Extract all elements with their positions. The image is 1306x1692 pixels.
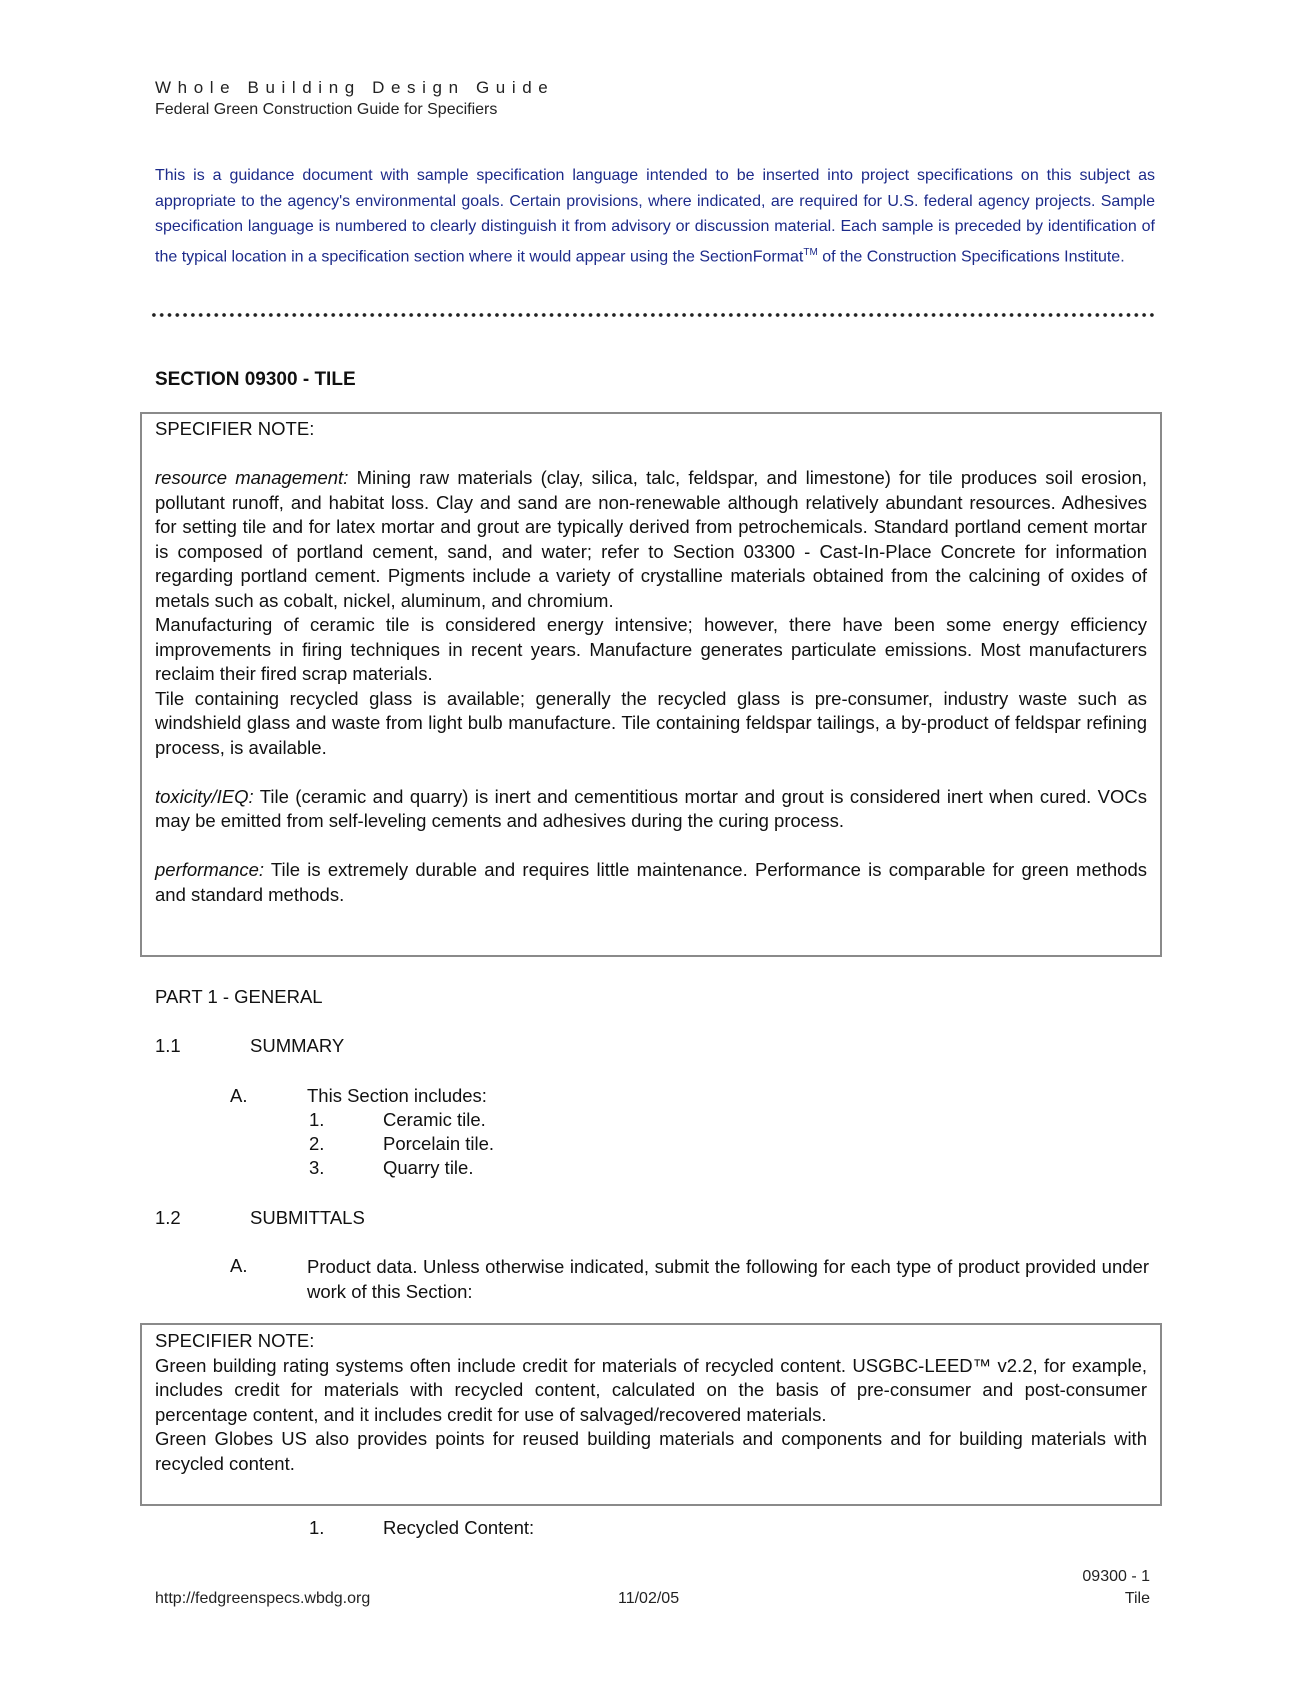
note-text: Tile (ceramic and quarry) is inert and cementitious mortar and grout is considered inert when cured. VOCs may be emitted from self-leveling cements and adhesives during the curing process. (155, 785, 1147, 831)
footer-date: 11/02/05 (618, 1590, 680, 1607)
note-paragraph (155, 785, 1147, 834)
footer-section-name: Tile (1124, 1590, 1150, 1607)
paragraph-text: Product data. Unless otherwise indicated, submit the following for each type of product provided under work of this Section: (307, 1256, 1149, 1302)
note-text: Tile is extremely durable and requires little maintenance. Performance is comparable for green methods and standard methods. (155, 859, 1147, 905)
specifier-note-box (140, 1323, 1162, 1506)
list-number: 1. (309, 1517, 325, 1538)
note-heading: SPECIFIER NOTE: (155, 1330, 315, 1351)
note-label: resource management: (155, 467, 349, 488)
intro-paragraph (155, 163, 1155, 269)
list-item: Porcelain tile. (383, 1133, 495, 1154)
footer-page-number: 09300 - 1 (1082, 1568, 1150, 1585)
note-paragraph (155, 466, 1147, 613)
list-number: 1. (309, 1109, 325, 1130)
note-paragraph (155, 858, 1147, 907)
note-paragraph: Green building rating systems often include credit for materials of recycled content. USGBC-LEED™ v2.2, for example, includes credit for materials with recycled content, calculated on the basis of pre-consumer and post-consumer percentage content, and it includes credit for use of salvaged/recovered materials. (155, 1354, 1147, 1425)
article-number: 1.1 (155, 1035, 181, 1056)
note-text: Mining raw materials (clay, silica, talc, feldspar, and limestone) for tile produces soil erosion, pollutant runoff, and habitat loss. Clay and sand are non-renewable although relatively abundant resources. Adhesives for setting tile and for latex mortar and grout are typically derived from petrochemicals. Standard portland cement mortar is composed of portland cement, sand, and water; refer to Section 03300 - Cast-In-Place Concrete for information regarding portland cement. Pigments include a variety of crystalline materials obtained from the calcining of oxides of metals such as cobalt, nickel, aluminum, and chromium. (155, 467, 1147, 611)
article-number: 1.2 (155, 1207, 181, 1228)
header-title: Whole Building Design Guide (155, 78, 555, 97)
note-paragraph: Tile containing recycled glass is available; generally the recycled glass is pre-consumer, industry waste such as windshield glass and waste from light bulb manufacture. Tile containing feldspar tailings, a by-product of feldspar refining process, is available. (155, 687, 1147, 758)
intro-text: This is a guidance document with sample specification language intended to be inserted into project specifications on this subject as appropriate to the agency's environmental goals. Certain provisions, where indicated, are required for U.S. federal agency projects. Sample specification language is numbered to clearly distinguish it from advisory or discussion material. Each sample is preceded by identification of the typical location in a specification section where it would appear using the SectionFormat (155, 167, 1155, 265)
note-label: toxicity/IEQ: (155, 785, 254, 807)
note-paragraph: Manufacturing of ceramic tile is considered energy intensive; however, there have been some energy efficiency improvements in firing techniques in recent years. Manufacture generates particulate emissions. Most manufacturers reclaim their fired scrap materials. (155, 614, 1147, 684)
paragraph-letter: A. (230, 1255, 248, 1276)
list-item: Recycled Content: (383, 1517, 535, 1538)
list-number: 3. (309, 1157, 325, 1178)
part-heading: PART 1 - GENERAL (155, 986, 323, 1007)
article-title: SUMMARY (250, 1035, 345, 1056)
paragraph-letter: A. (230, 1085, 248, 1106)
trademark-sup: TM (803, 246, 818, 258)
list-number: 2. (309, 1133, 325, 1154)
intro-text-end: of the Construction Specifications Institute. (817, 247, 1125, 265)
article-title: SUBMITTALS (250, 1207, 365, 1228)
footer-url: http://fedgreenspecs.wbdg.org (155, 1590, 371, 1607)
paragraph-text: This Section includes: (307, 1085, 487, 1106)
list-item: Ceramic tile. (383, 1109, 486, 1130)
header-subtitle: Federal Green Construction Guide for Specifiers (155, 101, 498, 118)
note-heading: SPECIFIER NOTE: (155, 418, 315, 439)
note-paragraph: Green Globes US also provides points for reused building materials and components and for building materials with recycled content. (155, 1428, 1147, 1474)
section-title: SECTION 09300 - TILE (155, 369, 356, 390)
specifier-note-box (140, 412, 1162, 957)
note-label: performance: (155, 859, 264, 880)
list-item: Quarry tile. (383, 1157, 474, 1178)
dotted-divider (150, 312, 1156, 318)
